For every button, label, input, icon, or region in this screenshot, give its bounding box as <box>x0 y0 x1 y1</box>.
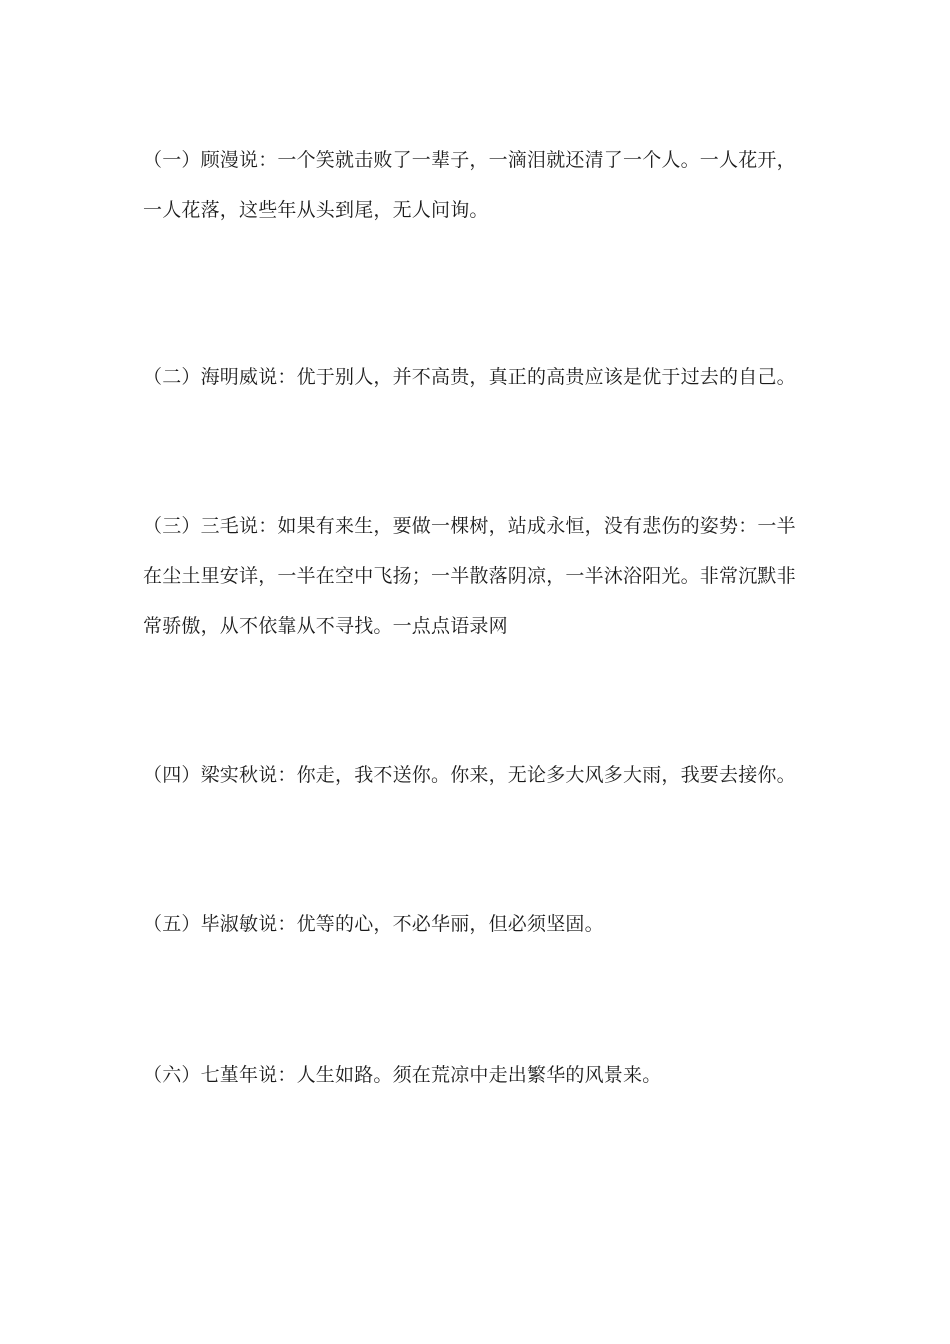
quote-line: 常骄傲，从不依靠从不寻找。一点点语录网 <box>143 615 508 637</box>
quote-line: （二）海明威说：优于别人，并不高贵，真正的高贵应该是优于过去的自己。 <box>143 366 796 388</box>
quote-line: （六）七堇年说：人生如路。须在荒凉中走出繁华的风景来。 <box>143 1064 662 1086</box>
quote-line: 一人花落，这些年从头到尾，无人问询。 <box>143 199 489 221</box>
quote-line: （三）三毛说：如果有来生，要做一棵树，站成永恒，没有悲伤的姿势：一半 <box>143 515 796 537</box>
quote-paragraph-4 <box>143 750 808 800</box>
quote-line: （四）梁实秋说：你走，我不送你。你来，无论多大风多大雨，我要去接你。 <box>143 764 796 786</box>
quote-line: （一）顾漫说：一个笑就击败了一辈子，一滴泪就还清了一个人。一人花开， <box>143 149 796 171</box>
quote-paragraph-3 <box>143 501 808 651</box>
quote-paragraph-6 <box>143 1050 808 1100</box>
quote-paragraph-5 <box>143 899 808 949</box>
quote-line: （五）毕淑敏说：优等的心，不必华丽，但必须坚固。 <box>143 913 604 935</box>
quote-line: 在尘土里安详，一半在空中飞扬；一半散落阴凉，一半沐浴阳光。非常沉默非 <box>143 565 796 587</box>
quote-paragraph-2 <box>143 352 808 402</box>
quote-paragraph-1 <box>143 135 808 235</box>
